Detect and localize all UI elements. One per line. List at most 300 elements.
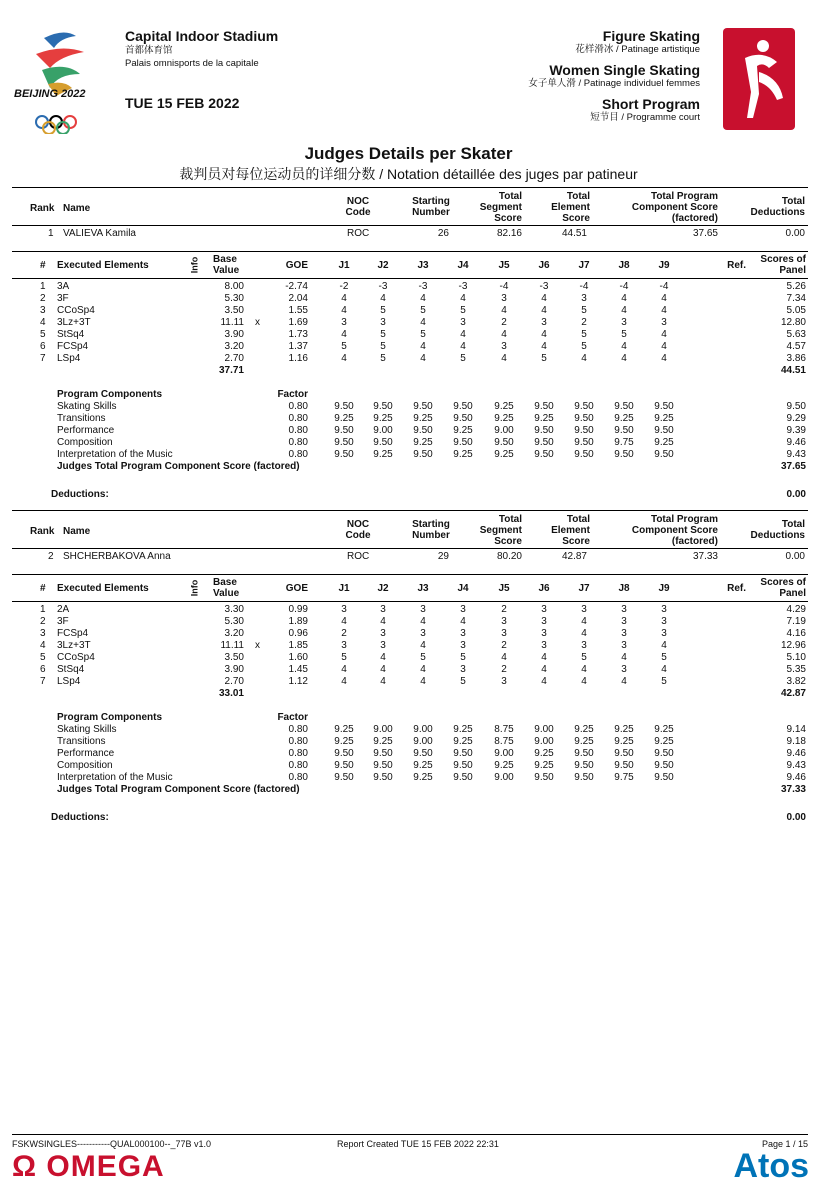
judge-header-7: J7 [578, 260, 590, 271]
component-judge-score: 9.50 [453, 437, 473, 448]
element-judge-score: 5 [380, 341, 386, 352]
element-judge-score: 4 [341, 676, 347, 687]
element-bonus-mark: x [255, 317, 260, 328]
element-code: 3Lz+3T [57, 317, 91, 328]
skater-total-pcs: 37.65 [692, 228, 718, 239]
component-judge-score: 9.50 [413, 401, 433, 412]
element-judge-score: 3 [621, 640, 627, 651]
component-judge-score: 9.50 [334, 772, 354, 783]
element-judge-score: 3 [420, 628, 426, 639]
skater-total-deductions: 0.00 [785, 228, 805, 239]
judge-header-8: J8 [618, 260, 630, 271]
component-judge-score: 9.75 [614, 772, 634, 783]
component-judge-score: 9.25 [494, 760, 514, 771]
skater-rank: 2 [48, 551, 54, 562]
starting-header: Starting [412, 519, 450, 530]
element-judge-score: 2 [501, 604, 507, 615]
judges-total-pcs-value: 37.65 [780, 461, 806, 472]
component-judge-score: 9.50 [614, 760, 634, 771]
footer-page: Page 1 / 15 [761, 1139, 808, 1149]
skater-rank: 1 [48, 228, 54, 239]
noc-header: NOC [346, 196, 370, 207]
component-judge-score: 9.25 [494, 413, 514, 424]
component-judge-score: 9.50 [334, 760, 354, 771]
element-number: 1 [40, 281, 46, 292]
ref-header: Ref. [727, 260, 746, 271]
element-judge-score: 5 [380, 305, 386, 316]
element-base-value: 3.90 [224, 664, 244, 675]
judge-header-8: J8 [618, 583, 630, 594]
component-judge-score: 9.50 [453, 772, 473, 783]
component-judge-score: 9.25 [413, 772, 433, 783]
event-date: TUE 15 FEB 2022 [125, 95, 240, 111]
element-code: StSq4 [57, 664, 85, 675]
executed-elements-header: Executed Elements [57, 583, 149, 594]
element-number: 2 [40, 293, 46, 304]
element-code: 3Lz+3T [57, 640, 91, 651]
element-code: CCoSp4 [57, 652, 95, 663]
component-panel-score: 9.43 [786, 449, 806, 460]
element-judge-score: 4 [420, 616, 426, 627]
element-judge-score: 3 [460, 604, 466, 615]
judges-total-pcs-label: Judges Total Program Component Score (factored) [57, 461, 300, 472]
element-judge-score: 5 [581, 305, 587, 316]
program-components-header: Program Components [57, 712, 163, 723]
skater-header-top-line [12, 187, 808, 188]
element-judge-score: 4 [661, 353, 667, 364]
element-base-value: 5.30 [224, 616, 244, 627]
code-header: Code [345, 207, 371, 218]
component-factor: 0.80 [288, 724, 308, 735]
element-number: 7 [40, 353, 46, 364]
component-judge-score: 9.50 [534, 425, 554, 436]
component-judge-score: 9.25 [654, 724, 674, 735]
element-judge-score: 4 [341, 353, 347, 364]
segment-name: Short Program [601, 96, 700, 112]
element-judge-score: 5 [581, 341, 587, 352]
component-judge-score: 9.50 [574, 748, 594, 759]
element-judge-score: 5 [380, 329, 386, 340]
program-components-header: Program Components [57, 389, 163, 400]
deductions-label: Deductions: [51, 812, 109, 823]
component-panel-score: 9.46 [786, 772, 806, 783]
component-judge-score: 9.25 [574, 736, 594, 747]
element-judge-score: 5 [380, 353, 386, 364]
component-judge-score: 9.50 [494, 437, 514, 448]
element-judge-score: 4 [541, 329, 547, 340]
element-judge-score: 4 [501, 353, 507, 364]
judge-header-9: J9 [658, 260, 670, 271]
element-judge-score: -4 [579, 281, 589, 292]
skater-start-number: 26 [437, 228, 449, 239]
element-base-value: 2.70 [224, 676, 244, 687]
sport-name: Figure Skating [602, 28, 700, 44]
element-judge-score: 4 [661, 293, 667, 304]
component-judge-score: 9.50 [534, 437, 554, 448]
component-judge-score: 9.25 [453, 724, 473, 735]
component-judge-score: 9.50 [373, 437, 393, 448]
component-judge-score: 9.50 [574, 401, 594, 412]
element-judge-score: 3 [380, 640, 386, 651]
element-judge-score: 4 [661, 341, 667, 352]
element-code: 3A [57, 281, 70, 292]
elements-header-top-line [12, 574, 808, 575]
component-panel-score: 9.18 [786, 736, 806, 747]
pcs-header-1: Total Program [650, 191, 718, 202]
component-judge-score: 9.50 [614, 401, 634, 412]
beijing-2022-emblem [14, 26, 104, 134]
element-number: 7 [40, 676, 46, 687]
element-judge-score: 4 [581, 628, 587, 639]
element-judge-score: 3 [581, 604, 587, 615]
component-judge-score: 9.50 [453, 401, 473, 412]
component-judge-score: 9.50 [534, 772, 554, 783]
component-judge-score: 9.50 [334, 449, 354, 460]
element-number: 5 [40, 329, 46, 340]
element-judge-score: 4 [581, 353, 587, 364]
element-number: 6 [40, 664, 46, 675]
value-header: Value [213, 265, 240, 276]
element-goe: 1.73 [288, 329, 308, 340]
footer-report: Report Created TUE 15 FEB 2022 22:31 [337, 1139, 499, 1149]
component-judge-score: 9.25 [453, 425, 473, 436]
tss-header-2: Segment [479, 202, 522, 213]
element-judge-score: -3 [378, 281, 388, 292]
component-panel-score: 9.46 [786, 748, 806, 759]
element-base-value: 8.00 [224, 281, 244, 292]
element-judge-score: 3 [380, 317, 386, 328]
component-name: Transitions [57, 413, 106, 424]
element-judge-score: 3 [621, 628, 627, 639]
starting-header: Starting [412, 196, 450, 207]
deductions-label: Deductions: [51, 489, 109, 500]
element-panel-score: 5.63 [786, 329, 806, 340]
element-judge-score: 3 [501, 293, 507, 304]
component-judge-score: 9.50 [614, 425, 634, 436]
elements-header-bottom-line [12, 278, 808, 279]
element-goe: 2.04 [288, 293, 308, 304]
element-code: FCSp4 [57, 628, 89, 639]
title-sub: 裁判员对每位运动员的详细分数 / Notation détaillée des juges par patineur [179, 166, 638, 182]
tss-header-3: Score [494, 213, 522, 224]
element-judge-score: 5 [460, 652, 466, 663]
component-judge-score: 9.50 [574, 772, 594, 783]
element-judge-score: 3 [661, 616, 667, 627]
tes-header-3: Score [562, 213, 590, 224]
component-judge-score: 9.25 [494, 401, 514, 412]
element-judge-score: 4 [460, 341, 466, 352]
element-judge-score: 2 [581, 317, 587, 328]
component-judge-score: 9.25 [453, 736, 473, 747]
element-judge-score: 3 [341, 317, 347, 328]
element-goe: 1.60 [288, 652, 308, 663]
component-judge-score: 9.50 [453, 760, 473, 771]
value-header: Value [213, 588, 240, 599]
element-goe: 1.37 [288, 341, 308, 352]
element-judge-score: 5 [460, 353, 466, 364]
component-panel-score: 9.39 [786, 425, 806, 436]
scores-header-2: Panel [779, 265, 806, 276]
component-judge-score: 9.50 [614, 748, 634, 759]
component-judge-score: 9.50 [373, 760, 393, 771]
element-judge-score: 5 [460, 305, 466, 316]
element-judge-score: 4 [541, 305, 547, 316]
component-judge-score: 9.50 [534, 449, 554, 460]
component-judge-score: 9.50 [334, 425, 354, 436]
component-judge-score: 9.50 [373, 401, 393, 412]
skater-header-top-line [12, 510, 808, 511]
tes-header-1: Total [566, 191, 590, 202]
component-judge-score: 9.25 [334, 413, 354, 424]
element-judge-score: 2 [501, 317, 507, 328]
component-judge-score: 9.50 [574, 760, 594, 771]
tss-header-2: Segment [479, 525, 522, 536]
element-goe: 1.45 [288, 664, 308, 675]
element-code: 3F [57, 616, 69, 627]
element-judge-score: 4 [420, 293, 426, 304]
name-header: Name [63, 526, 91, 537]
element-judge-score: 4 [501, 329, 507, 340]
scores-header-1: Scores of [760, 254, 806, 265]
page-title [0, 144, 817, 184]
component-judge-score: 9.50 [413, 425, 433, 436]
component-judge-score: 9.25 [614, 413, 634, 424]
component-name: Performance [57, 425, 115, 436]
component-judge-score: 9.50 [453, 748, 473, 759]
component-judge-score: 9.50 [373, 748, 393, 759]
element-judge-score: 5 [661, 676, 667, 687]
component-judge-score: 9.25 [534, 748, 554, 759]
component-judge-score: 9.50 [413, 748, 433, 759]
pcs-header-1: Total Program [650, 514, 718, 525]
element-goe: 1.55 [288, 305, 308, 316]
element-judge-score: 4 [420, 317, 426, 328]
element-judge-score: 4 [341, 329, 347, 340]
tss-header-1: Total [498, 191, 522, 202]
component-judge-score: 9.50 [654, 760, 674, 771]
info-header: Info [189, 256, 200, 274]
component-judge-score: 9.50 [654, 748, 674, 759]
element-judge-score: 5 [420, 329, 426, 340]
element-panel-score: 5.10 [786, 652, 806, 663]
noc-header: NOC [346, 519, 370, 530]
element-code: StSq4 [57, 329, 85, 340]
pcs-header-2: Component Score [631, 525, 718, 536]
judge-header-1: J1 [338, 583, 350, 594]
skater-start-number: 29 [437, 551, 449, 562]
judge-header-3: J3 [417, 260, 429, 271]
element-judge-score: -2 [339, 281, 349, 292]
component-name: Transitions [57, 736, 106, 747]
element-judge-score: 4 [380, 616, 386, 627]
component-judge-score: 9.25 [413, 437, 433, 448]
sport-sub: 花样滑冰 / Patinage artistique [575, 44, 700, 55]
component-name: Performance [57, 748, 115, 759]
element-judge-score: 4 [460, 616, 466, 627]
judge-header-9: J9 [658, 583, 670, 594]
tss-header-3: Score [494, 536, 522, 547]
component-judge-score: 9.25 [413, 760, 433, 771]
element-judge-score: 4 [621, 341, 627, 352]
element-base-value: 3.50 [224, 305, 244, 316]
element-judge-score: 4 [341, 293, 347, 304]
element-judge-score: 3 [541, 317, 547, 328]
element-judge-score: 4 [341, 305, 347, 316]
judge-header-2: J2 [377, 583, 389, 594]
component-judge-score: 9.75 [614, 437, 634, 448]
element-judge-score: 3 [460, 628, 466, 639]
element-judge-score: 4 [380, 652, 386, 663]
element-base-value: 11.11 [220, 317, 244, 328]
judge-header-7: J7 [578, 583, 590, 594]
element-judge-score: 4 [541, 652, 547, 663]
pcs-header-2: Component Score [631, 202, 718, 213]
element-judge-score: 3 [501, 676, 507, 687]
element-judge-score: 5 [581, 652, 587, 663]
atos-logo: Atos [733, 1147, 809, 1185]
element-number: 3 [40, 305, 46, 316]
component-judge-score: 9.50 [373, 772, 393, 783]
component-name: Composition [57, 760, 113, 771]
component-judge-score: 9.25 [614, 736, 634, 747]
element-judge-score: 5 [420, 305, 426, 316]
element-panel-score: 3.86 [786, 353, 806, 364]
skater-noc: ROC [347, 228, 370, 239]
component-judge-score: 9.50 [413, 449, 433, 460]
name-header: Name [63, 203, 91, 214]
element-base-value: 3.90 [224, 329, 244, 340]
element-judge-score: 3 [380, 628, 386, 639]
component-factor: 0.80 [288, 760, 308, 771]
element-judge-score: 5 [581, 329, 587, 340]
element-judge-score: 4 [341, 664, 347, 675]
element-judge-score: 5 [341, 341, 347, 352]
element-judge-score: 4 [621, 353, 627, 364]
judge-header-6: J6 [538, 583, 550, 594]
element-judge-score: 3 [501, 628, 507, 639]
component-judge-score: 9.25 [334, 724, 354, 735]
ref-header: Ref. [727, 583, 746, 594]
element-panel-score: 5.26 [786, 281, 806, 292]
element-judge-score: 4 [581, 664, 587, 675]
rank-header: Rank [30, 526, 55, 537]
pcs-header-3: (factored) [671, 536, 718, 547]
event-info [528, 28, 700, 124]
element-judge-score: 5 [341, 652, 347, 663]
element-judge-score: -4 [659, 281, 669, 292]
component-judge-score: 9.50 [614, 449, 634, 460]
judge-header-3: J3 [417, 583, 429, 594]
tes-header-1: Total [566, 514, 590, 525]
element-judge-score: -3 [418, 281, 428, 292]
element-code: 3F [57, 293, 69, 304]
segment-sub: 短节目 / Programme court [590, 112, 700, 123]
component-judge-score: 9.50 [654, 401, 674, 412]
component-judge-score: 9.25 [413, 413, 433, 424]
component-name: Skating Skills [57, 724, 117, 735]
element-judge-score: 3 [541, 628, 547, 639]
element-judge-score: 3 [460, 664, 466, 675]
element-code: LSp4 [57, 353, 81, 364]
element-judge-score: 2 [341, 628, 347, 639]
element-score-total: 44.51 [780, 365, 806, 376]
skater-total-deductions: 0.00 [785, 551, 805, 562]
component-judge-score: 9.00 [494, 748, 514, 759]
ded-header-1: Total [781, 519, 805, 530]
component-judge-score: 9.25 [534, 760, 554, 771]
element-base-value: 5.30 [224, 293, 244, 304]
component-judge-score: 9.25 [614, 724, 634, 735]
element-judge-score: 5 [541, 353, 547, 364]
base-header: Base [213, 254, 237, 265]
element-judge-score: -4 [499, 281, 509, 292]
component-judge-score: 9.25 [373, 449, 393, 460]
component-judge-score: 9.25 [373, 736, 393, 747]
element-judge-score: 3 [460, 640, 466, 651]
component-judge-score: 9.00 [494, 425, 514, 436]
component-judge-score: 9.00 [494, 772, 514, 783]
element-judge-score: 4 [341, 616, 347, 627]
element-judge-score: 4 [621, 652, 627, 663]
judge-header-1: J1 [338, 260, 350, 271]
element-goe: 1.85 [288, 640, 308, 651]
component-panel-score: 9.43 [786, 760, 806, 771]
element-judge-score: 3 [341, 640, 347, 651]
element-judge-score: 4 [420, 640, 426, 651]
element-goe: 1.89 [288, 616, 308, 627]
component-judge-score: 9.00 [534, 736, 554, 747]
element-number: 6 [40, 341, 46, 352]
element-judge-score: 3 [501, 341, 507, 352]
element-number: 2 [40, 616, 46, 627]
element-judge-score: 4 [420, 341, 426, 352]
base-value-total: 33.01 [218, 688, 244, 699]
tes-header-2: Element [551, 525, 590, 536]
component-judge-score: 9.00 [413, 736, 433, 747]
component-judge-score: 9.50 [654, 772, 674, 783]
element-panel-score: 7.19 [786, 616, 806, 627]
component-panel-score: 9.50 [786, 401, 806, 412]
component-judge-score: 9.00 [534, 724, 554, 735]
component-judge-score: 9.50 [334, 437, 354, 448]
figure-skating-pictogram [723, 28, 795, 130]
scores-header-1: Scores of [760, 577, 806, 588]
element-base-value: 11.11 [220, 640, 244, 651]
skater-header-bottom-line [12, 548, 808, 549]
element-judge-score: 4 [661, 664, 667, 675]
element-judge-score: 3 [380, 604, 386, 615]
num-header: # [40, 260, 46, 271]
element-judge-score: 4 [581, 616, 587, 627]
factor-header: Factor [277, 389, 308, 400]
elements-header-bottom-line [12, 601, 808, 602]
judge-header-6: J6 [538, 260, 550, 271]
element-number: 3 [40, 628, 46, 639]
omega-logo: Ω OMEGA [12, 1150, 165, 1183]
component-judge-score: 9.50 [654, 449, 674, 460]
element-judge-score: 3 [621, 664, 627, 675]
component-judge-score: 9.00 [373, 724, 393, 735]
element-judge-score: 4 [541, 664, 547, 675]
component-judge-score: 9.25 [494, 449, 514, 460]
element-judge-score: 3 [581, 640, 587, 651]
component-judge-score: 8.75 [494, 736, 514, 747]
element-judge-score: 4 [460, 293, 466, 304]
executed-elements-header: Executed Elements [57, 260, 149, 271]
element-panel-score: 7.34 [786, 293, 806, 304]
element-judge-score: 2 [501, 664, 507, 675]
element-judge-score: 4 [380, 676, 386, 687]
